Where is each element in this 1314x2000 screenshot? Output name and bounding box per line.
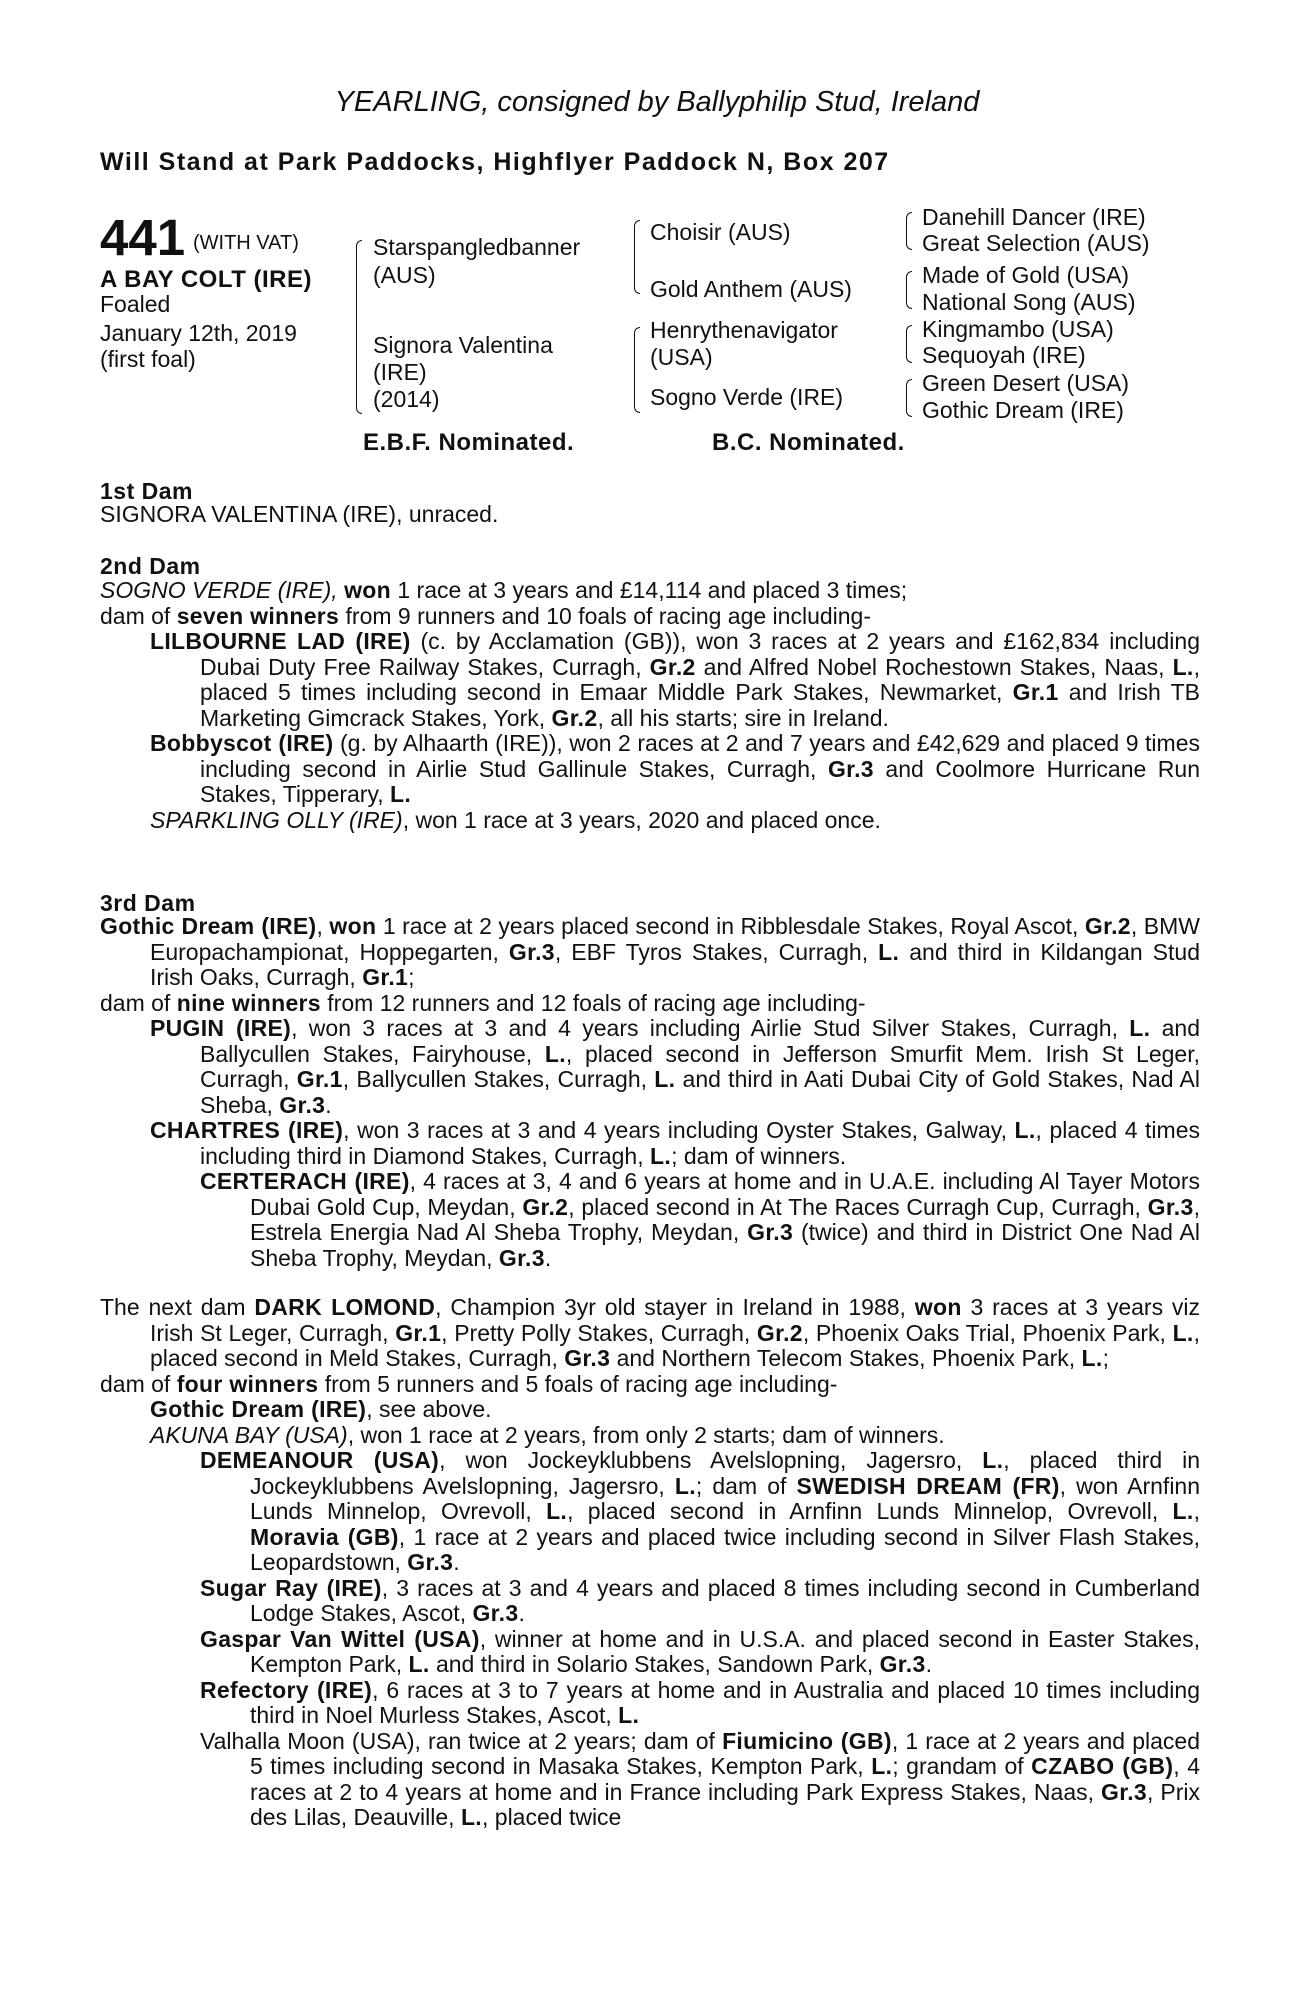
grade-badge: Gr.1 <box>296 1066 343 1092</box>
grade-badge: L. <box>878 938 900 965</box>
foaled-label: Foaled <box>100 291 171 317</box>
record-text: , placed second in Jefferson Smurfit Mem. Irish St Leger, Curragh, <box>200 1040 1200 1092</box>
progeny-refectory <box>100 1678 1200 1729</box>
record-text: , won 1 race at 3 years, 2020 and placed once. <box>402 806 881 833</box>
grade-badge: Gr.1 <box>395 1319 442 1346</box>
pedigree-brace-main <box>356 240 362 414</box>
next-dam-line <box>100 1295 1200 1372</box>
second-dam-heading: 2nd Dam <box>100 553 201 579</box>
record-text: , 4 races at 3, 4 and 6 years at home and in U.A.E. including Al Tayer Motors Dubai Gold Cup, Meydan, <box>250 1168 1200 1220</box>
record-text: , Pretty Polly Stakes, Curragh, <box>441 1319 757 1346</box>
record-text: , placed second in Meld Stakes, Curragh, <box>150 1319 1201 1371</box>
pedigree-g3-2: Great Selection (AUS) <box>922 230 1150 256</box>
horse-name: Gaspar Van Wittel (USA) <box>200 1625 480 1652</box>
record-text: , placed 4 times including third in Diamond Stakes, Curragh, <box>200 1117 1200 1169</box>
record-text: and Coolmore Hurricane Run Stakes, Tipperary, <box>200 755 1200 807</box>
progeny-pugin <box>100 1016 1200 1118</box>
record-text: 3 races at 3 years viz Irish St Leger, Curragh, <box>150 1294 1201 1346</box>
stand-location: Will Stand at Park Paddocks, Highflyer Paddock N, Box 207 <box>100 148 890 176</box>
grade-badge: L. <box>408 1651 430 1677</box>
record-text: , placed second in Arnfinn Lunds Minnelop, Ovrevoll, <box>567 1498 1173 1524</box>
record-text: and Irish TB Marketing Gimcrack Stakes, York, <box>200 679 1200 731</box>
pedigree-brace-dam <box>634 327 640 413</box>
grade-badge: Gr.3 <box>279 1091 326 1118</box>
record-text: , BMW Europachampionat, Hoppegarten, <box>150 913 1200 965</box>
record-text: ; grandam of <box>892 1753 1032 1779</box>
progeny-lilbourne-lad <box>100 629 1200 731</box>
progeny-gaspar-van-wittel <box>100 1627 1200 1678</box>
record-text: , EBF Tyros Stakes, Curragh, <box>554 938 879 965</box>
pedigree-dam-line1: Signora Valentina <box>373 332 553 358</box>
record-text: . <box>453 1549 460 1575</box>
dam-of-line <box>100 604 1200 630</box>
record-text: , 4 races at 2 to 4 years at home and in France including Park Express Stakes, Naas, <box>250 1753 1200 1805</box>
record-text: ; dam of <box>695 1472 797 1499</box>
record-text: , placed third in Jockeyklubbens Avelslopning, Jagersro, <box>250 1447 1201 1499</box>
grade-badge: L. <box>982 1447 1004 1473</box>
record-text: and third in Aati Dubai City of Gold Stakes, Nad Al Sheba, <box>200 1066 1200 1118</box>
record-text: , won Arnfinn Lunds Minnelop, Ovrevoll, <box>250 1472 1201 1524</box>
grade-badge: Gr.3 <box>827 755 874 782</box>
record-text: , Prix des Lilas, Deauville, <box>250 1778 1201 1830</box>
pedigree-g3-7: Green Desert (USA) <box>922 370 1130 396</box>
third-dam-heading: 3rd Dam <box>100 890 196 916</box>
grade-badge: Gr.3 <box>1147 1193 1194 1220</box>
record-text: , 3 races at 3 and 4 years and placed 8 times including second in Cumberland Lodge Stakes, Ascot, <box>250 1574 1200 1626</box>
pedigree-brace-g3-4 <box>906 379 912 417</box>
pedigree-brace-sire <box>634 220 640 294</box>
record-text: ; <box>1102 1345 1109 1371</box>
record-text: , placed second in At The Races Curragh Cup, Curragh, <box>568 1193 1148 1220</box>
won-text: won <box>344 577 391 603</box>
grade-badge: Gr.3 <box>407 1549 454 1575</box>
bc-nomination: B.C. Nominated. <box>712 429 905 456</box>
record-text: , won 3 races at 3 and 4 years including Oyster Stakes, Galway, <box>343 1117 1015 1143</box>
grade-badge: L. <box>1014 1117 1036 1143</box>
record-text: , all his starts; sire in Ireland. <box>597 704 889 731</box>
dam-name: SOGNO VERDE (IRE), <box>100 577 338 603</box>
pedigree-dam-line2: (IRE) <box>373 359 427 385</box>
record-text: , Estrela Energia Nad Al Sheba Trophy, Meydan, <box>250 1193 1200 1245</box>
record-text: , see above. <box>366 1396 492 1422</box>
won-text: won <box>914 1294 962 1320</box>
lot-number: 441 <box>100 209 186 266</box>
runners-text: from 5 runners and 5 foals of racing age including- <box>318 1370 838 1397</box>
pedigree-g3-5: Kingmambo (USA) <box>922 316 1114 342</box>
horse-name: CERTERACH (IRE) <box>200 1168 410 1194</box>
pedigree-sire-line1: Starspangledbanner <box>373 234 581 260</box>
grade-badge: Gr.1 <box>362 964 409 990</box>
record-text: (twice) and third in District One Nad Al Sheba Trophy, Meydan, <box>250 1219 1200 1271</box>
record-text: , <box>1193 1498 1200 1524</box>
grade-badge: Gr.2 <box>1084 913 1131 939</box>
grade-badge: L. <box>544 1040 566 1067</box>
grade-badge: Gr.2 <box>756 1319 803 1346</box>
horse-name: DEMEANOUR (USA) <box>200 1447 440 1473</box>
grade-badge: Gr.3 <box>508 938 555 965</box>
pedigree-g2-3a: Henrythenavigator <box>650 317 838 343</box>
grade-badge: L. <box>1172 653 1194 680</box>
pedigree-g3-6: Sequoyah (IRE) <box>922 342 1086 368</box>
pedigree-brace-g3-3 <box>906 325 912 363</box>
foaled-date: January 12th, 2019 <box>100 320 297 346</box>
progeny-valhalla-moon <box>100 1729 1200 1831</box>
grade-badge: Gr.2 <box>649 653 696 680</box>
record-text: ; <box>408 964 415 990</box>
record-text: , 1 race at 2 years and placed 5 times including second in Masaka Stakes, Kempton Park, <box>250 1727 1200 1779</box>
progeny-bobbyscot <box>100 731 1200 808</box>
grade-badge: L. <box>390 781 412 807</box>
grade-badge: L. <box>460 1804 482 1830</box>
progeny-gothic-dream <box>100 1397 1200 1423</box>
record-text: , won 3 races at 3 and 4 years including Airlie Stud Silver Stakes, Curragh, <box>291 1015 1130 1041</box>
pedigree-brace-g3-1 <box>906 212 912 250</box>
record-text: and Alfred Nobel Rochestown Stakes, Naas, <box>695 653 1173 680</box>
horse-name: LILBOURNE LAD (IRE) <box>150 628 411 654</box>
grade-badge: L. <box>546 1498 568 1524</box>
grade-badge: L. <box>654 1066 676 1092</box>
record-text: (c. by Acclamation (GB)), won 3 races at 2 years and £162,834 including Dubai Duty Free Railway Stakes, Curragh, <box>200 628 1200 680</box>
horse-name: Refectory (IRE) <box>200 1676 373 1703</box>
record-text: . <box>518 1600 525 1626</box>
third-dam-line: Gothic Dream (IRE), won 1 race at 2 years placed second in Ribblesdale Stakes, Royal Ascot, Gr.2, BMW Europachampionat, Hoppegarten, Gr.3, EBF Tyros Stakes, Curragh, L. and third in Kildangan Stud Irish Oaks, Curragh, Gr.1; <box>100 913 1200 990</box>
second-dam-section <box>100 578 1200 833</box>
grade-badge: Gr.2 <box>522 1193 569 1220</box>
progeny-chartres <box>100 1118 1200 1169</box>
pedigree-g2-1: Choisir (AUS) <box>650 219 791 245</box>
dam-of-label: dam of <box>100 602 177 629</box>
horse-name: CHARTRES (IRE) <box>150 1117 344 1143</box>
winners-count: four winners <box>176 1370 319 1397</box>
horse-name: SWEDISH DREAM (FR) <box>796 1472 1060 1499</box>
grade-badge: L. <box>1172 1319 1194 1346</box>
dam-of-label: dam of <box>100 989 177 1016</box>
record-text: , Ballycullen Stakes, Curragh, <box>342 1066 655 1092</box>
progeny-demeanour <box>100 1448 1200 1576</box>
pedigree-g2-4: Sogno Verde (IRE) <box>650 384 844 410</box>
record-text: ; dam of winners. <box>671 1142 847 1169</box>
record-text: . <box>925 1651 932 1677</box>
horse-name: SPARKLING OLLY (IRE) <box>150 806 403 833</box>
pedigree-g3-4: National Song (AUS) <box>922 289 1136 315</box>
grade-badge: L. <box>674 1472 696 1499</box>
grade-badge: L. <box>1129 1015 1151 1041</box>
record-text: . <box>325 1091 332 1118</box>
grade-badge: L. <box>871 1753 893 1779</box>
grade-badge: Gr.3 <box>1101 1778 1147 1805</box>
record-text: and third in Solario Stakes, Sandown Park, <box>429 1651 880 1677</box>
horse-name: PUGIN (IRE) <box>150 1015 292 1041</box>
pedigree-g3-1: Danehill Dancer (IRE) <box>922 204 1146 230</box>
next-dam-section <box>100 1295 1200 1831</box>
horse-name: Moravia (GB) <box>250 1523 399 1550</box>
grade-badge: L. <box>650 1142 672 1169</box>
horse-name: Gothic Dream (IRE) <box>150 1396 367 1422</box>
progeny-certerach <box>100 1169 1200 1271</box>
grade-badge: L. <box>1172 1498 1194 1524</box>
runners-text: from 9 runners and 10 foals of racing age including- <box>339 602 872 629</box>
third-dam-section <box>100 914 1200 1271</box>
horse-name: Bobbyscot (IRE) <box>150 730 334 756</box>
race-record: 1 race at 3 years and £14,114 and placed 3 times; <box>390 577 908 603</box>
pedigree-g3-3: Made of Gold (USA) <box>922 262 1130 288</box>
record-text: , 1 race at 2 years and placed twice including second in Silver Flash Stakes, Leopardstown, <box>250 1523 1200 1575</box>
record-text: , won 1 race at 2 years, from only 2 starts; dam of winners. <box>347 1421 945 1448</box>
grade-badge: Gr.3 <box>747 1219 794 1245</box>
grade-badge: Gr.3 <box>564 1345 611 1371</box>
record-text: , won Jockeyklubbens Avelslopning, Jagersro, <box>439 1447 983 1473</box>
horse-name: CZABO (GB) <box>1031 1753 1174 1779</box>
runners-text: from 12 runners and 12 foals of racing age including- <box>320 989 866 1016</box>
dam-of-label: dam of <box>100 1370 177 1397</box>
record-text: and third in Kildangan Stud Irish Oaks, Curragh, <box>150 938 1200 990</box>
progeny-akuna-bay <box>100 1423 1200 1449</box>
ebf-nomination: E.B.F. Nominated. <box>363 429 575 456</box>
first-dam-heading: 1st Dam <box>100 478 193 504</box>
pedigree-g2-3b: (USA) <box>650 344 713 370</box>
record-text: 1 race at 2 years placed second in Ribblesdale Stakes, Royal Ascot, <box>376 913 1085 939</box>
pedigree-g3-8: Gothic Dream (IRE) <box>922 397 1124 423</box>
grade-badge: Gr.1 <box>1012 679 1059 705</box>
won-text: won <box>329 913 377 939</box>
dam-name: DARK LOMOND <box>254 1294 436 1320</box>
dam-of-line <box>100 991 1200 1017</box>
dam-name: Gothic Dream (IRE) <box>100 913 317 939</box>
vat-note: (WITH VAT) <box>193 232 299 254</box>
horse-name: Sugar Ray (IRE) <box>200 1574 382 1601</box>
horse-name: Fiumicino (GB) <box>722 1727 892 1754</box>
grade-badge: L. <box>1081 1345 1103 1371</box>
record-text: , placed 5 times including second in Emaar Middle Park Stakes, Newmarket, <box>200 653 1200 705</box>
record-text: Valhalla Moon (USA), ran twice at 2 years; dam of <box>200 1727 723 1754</box>
progeny-sugar-ray <box>100 1576 1200 1627</box>
record-text: , Phoenix Oaks Trial, Phoenix Park, <box>802 1319 1173 1346</box>
first-foal-note: (first foal) <box>100 346 196 372</box>
horse-name: AKUNA BAY (USA) <box>150 1421 348 1448</box>
record-text: . <box>544 1244 552 1271</box>
pedigree-sire-line2: (AUS) <box>373 262 436 288</box>
pedigree-dam-line3: (2014) <box>373 386 440 412</box>
pedigree-brace-g3-2 <box>906 271 912 309</box>
second-dam-line <box>100 578 1200 604</box>
winners-count: nine winners <box>176 989 321 1016</box>
record-text: , Champion 3yr old stayer in Ireland in 1988, <box>435 1294 915 1320</box>
next-dam-label: The next dam <box>100 1294 255 1320</box>
consignment-line: YEARLING, consigned by Ballyphilip Stud, Ireland <box>334 86 980 118</box>
record-text: , placed twice <box>482 1804 622 1830</box>
grade-badge: Gr.2 <box>551 704 598 731</box>
first-dam-text: SIGNORA VALENTINA (IRE), unraced. <box>100 501 499 527</box>
record-text: (g. by Alhaarth (IRE)), won 2 races at 2 and 7 years and £42,629 and placed 9 times including second in Airlie Stud Gallinule Stakes, Curragh, <box>200 730 1200 782</box>
record-text: , 6 races at 3 to 7 years at home and in Australia and placed 10 times including third in Noel Murless Stakes, Ascot, <box>250 1676 1200 1728</box>
pedigree-g2-2: Gold Anthem (AUS) <box>650 276 852 302</box>
dam-of-line <box>100 1372 1200 1398</box>
lot-description: A BAY COLT (IRE) <box>100 266 313 293</box>
grade-badge: Gr.3 <box>498 1244 545 1271</box>
grade-badge: Gr.3 <box>879 1651 926 1677</box>
grade-badge: Gr.3 <box>472 1600 519 1626</box>
grade-badge: L. <box>618 1702 640 1728</box>
record-text: and Ballycullen Stakes, Fairyhouse, <box>200 1015 1200 1067</box>
record-text: , winner at home and in U.S.A. and placed second in Easter Stakes, Kempton Park, <box>250 1625 1200 1677</box>
progeny-sparkling-olly <box>100 808 1200 834</box>
record-text: and Northern Telecom Stakes, Phoenix Park, <box>610 1345 1082 1371</box>
winners-count: seven winners <box>176 602 340 629</box>
